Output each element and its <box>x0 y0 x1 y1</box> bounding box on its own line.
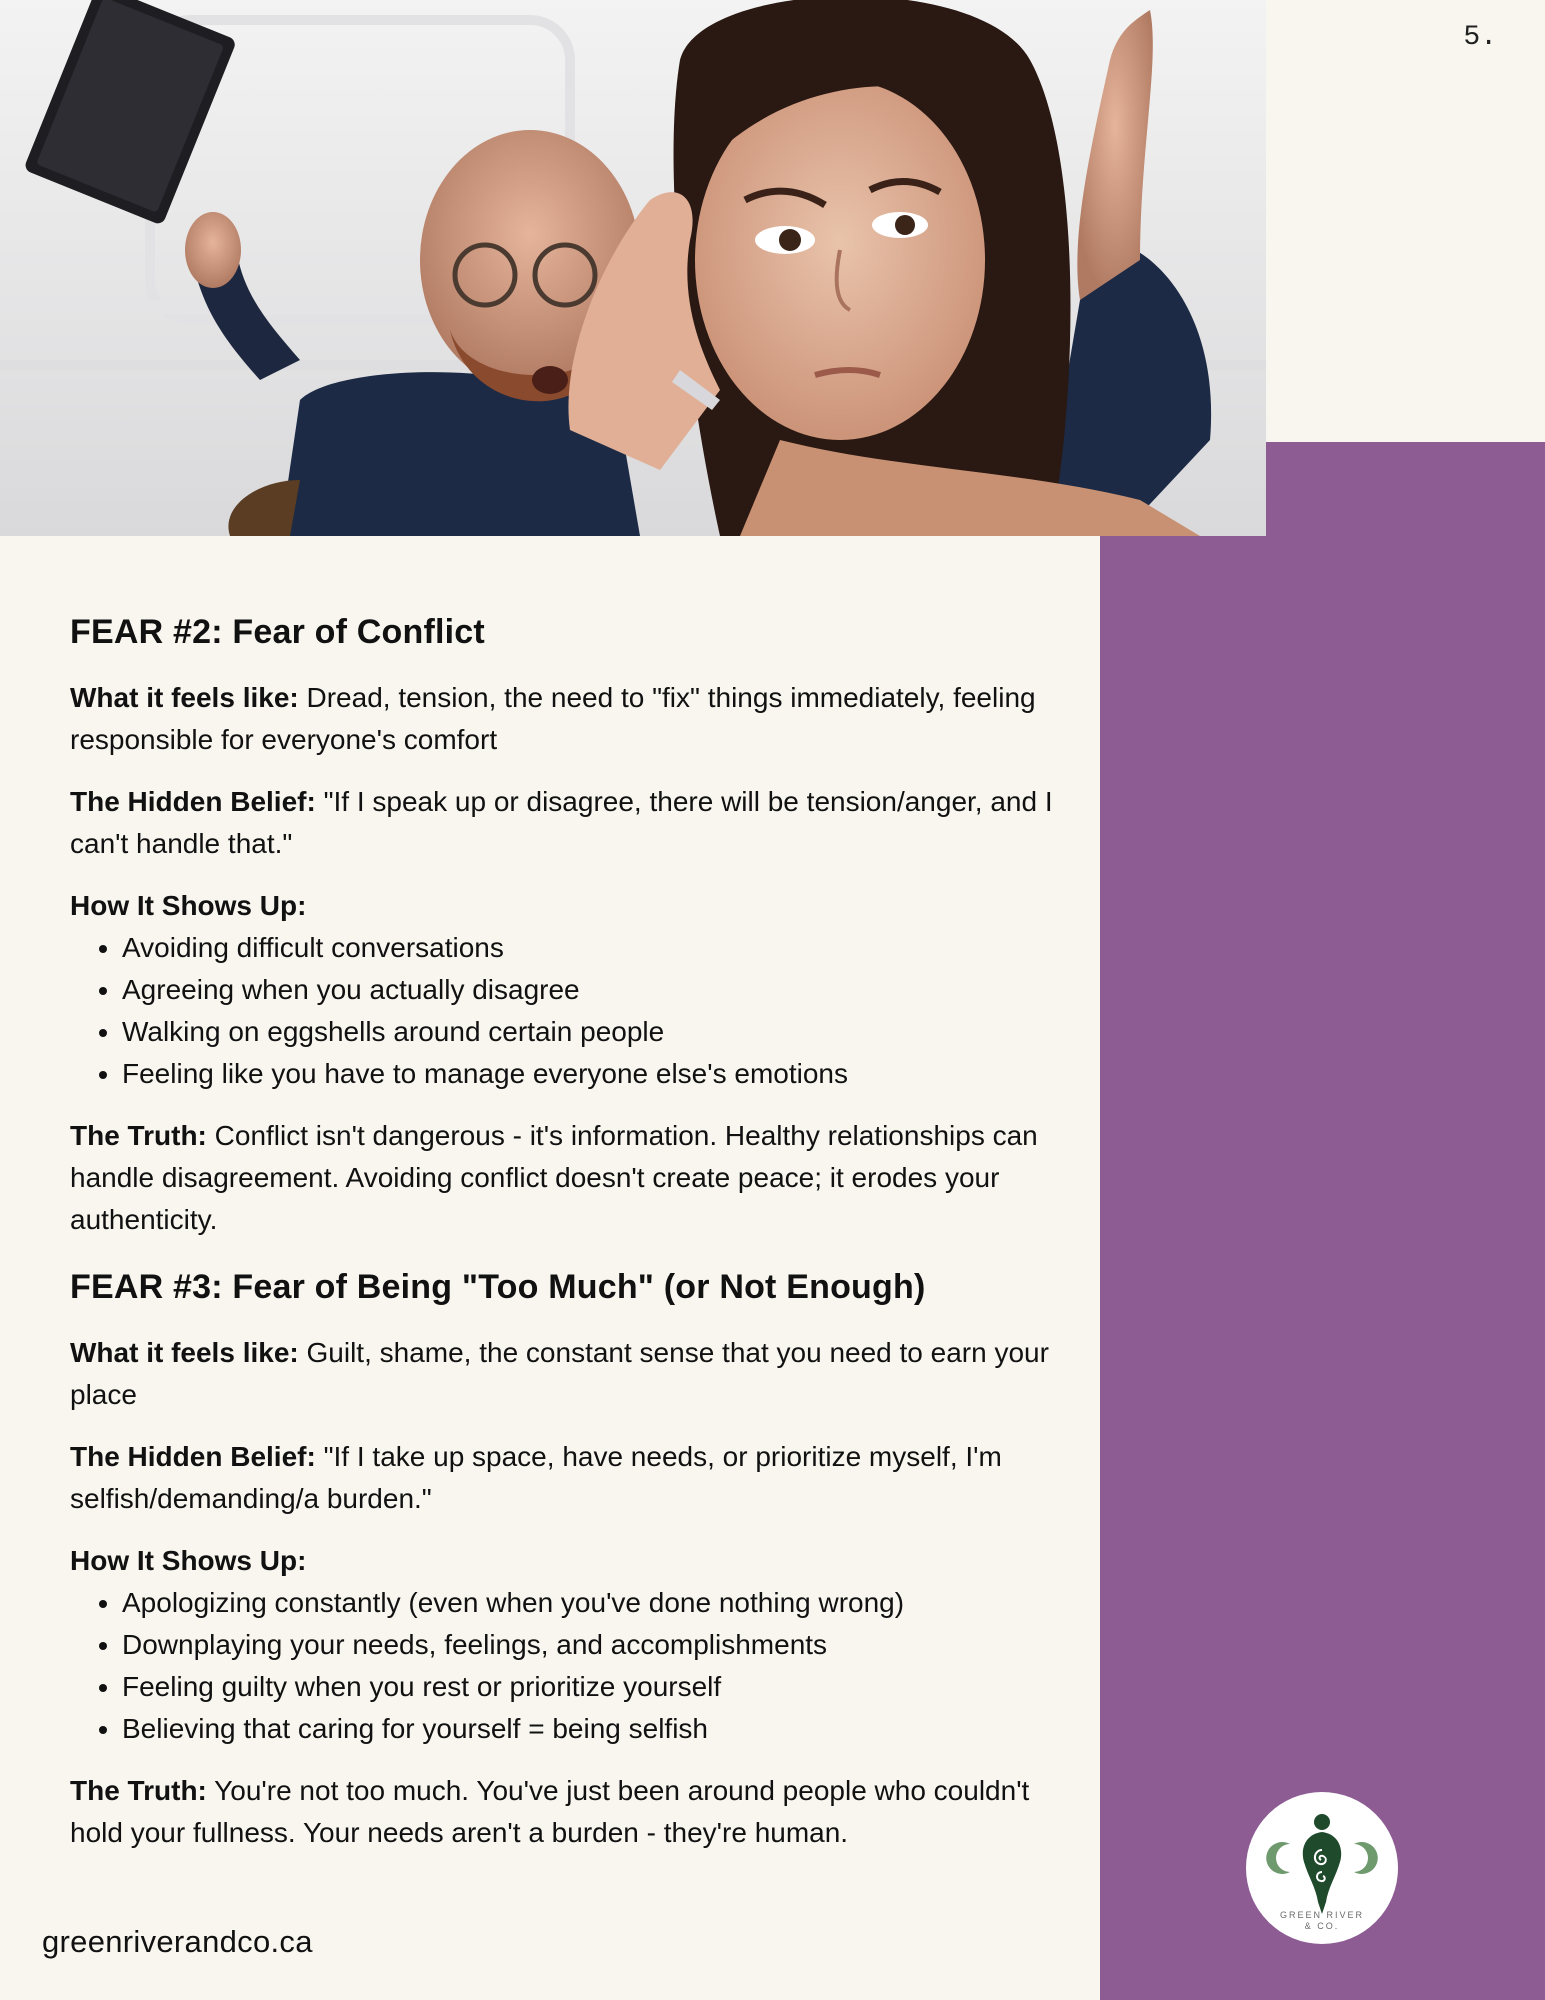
section-heading: FEAR #3: Fear of Being "Too Much" (or Not Enough) <box>70 1267 926 1306</box>
feels-paragraph <box>70 677 1060 761</box>
truth-text: You're not too much. You've just been around people who couldn't hold your fullness. Your needs aren't a burden - they're human. <box>70 1774 1030 1848</box>
truth-paragraph <box>70 1770 1060 1854</box>
belief-text: "If I speak up or disagree, there will be tension/anger, and I can't handle that." <box>70 785 1053 859</box>
list-item: • Apologizing constantly (even when you've done nothing wrong) <box>122 1582 1060 1624</box>
brand-logo <box>1246 1792 1398 1944</box>
truth-text: Conflict isn't dangerous - it's information. Healthy relationships can handle disagreement. Avoiding conflict doesn't create peace; it erodes your authenticity. <box>70 1119 1038 1235</box>
shows-up-label: How It Shows Up: <box>70 1544 307 1576</box>
logo-text-line2: & CO. <box>1304 1921 1340 1931</box>
list-item: • Feeling guilty when you rest or prioritize yourself <box>122 1666 1060 1708</box>
logo-text <box>1246 1910 1398 1932</box>
shows-up-list <box>70 927 1060 1095</box>
shows-up-label: How It Shows Up: <box>70 889 307 921</box>
list-item: • Walking on eggshells around certain people <box>122 1011 1060 1053</box>
belief-label: The Hidden Belief: <box>70 785 316 817</box>
list-item: • Downplaying your needs, feelings, and accomplishments <box>122 1624 1060 1666</box>
belief-paragraph <box>70 781 1060 865</box>
purple-side-panel <box>1100 442 1545 2000</box>
page-number: 5. <box>1463 22 1497 53</box>
list-item: • Feeling like you have to manage everyone else's emotions <box>122 1053 1060 1095</box>
feels-paragraph <box>70 1332 1060 1416</box>
list-item: • Agreeing when you actually disagree <box>122 969 1060 1011</box>
footer-website-link[interactable]: greenriverandco.ca <box>42 1924 313 1959</box>
header-photo <box>0 0 1266 536</box>
truth-label: The Truth: <box>70 1119 207 1151</box>
belief-label: The Hidden Belief: <box>70 1440 316 1472</box>
feels-text: Dread, tension, the need to "fix" things immediately, feeling responsible for everyone's comfort <box>70 681 1036 755</box>
truth-paragraph <box>70 1115 1060 1241</box>
feels-text: Guilt, shame, the constant sense that you need to earn your place <box>70 1336 1049 1410</box>
shows-up-list <box>70 1582 1060 1750</box>
belief-paragraph <box>70 1436 1060 1520</box>
logo-text-line1: GREEN RIVER <box>1279 1910 1364 1920</box>
list-item: • Believing that caring for yourself = being selfish <box>122 1708 1060 1750</box>
truth-label: The Truth: <box>70 1774 207 1806</box>
feels-label: What it feels like: <box>70 681 299 713</box>
feels-label: What it feels like: <box>70 1336 299 1368</box>
belief-text: "If I take up space, have needs, or prioritize myself, I'm selfish/demanding/a burden." <box>70 1440 1002 1514</box>
main-content <box>70 612 1060 1874</box>
list-item: • Avoiding difficult conversations <box>122 927 1060 969</box>
section-heading: FEAR #2: Fear of Conflict <box>70 613 485 651</box>
